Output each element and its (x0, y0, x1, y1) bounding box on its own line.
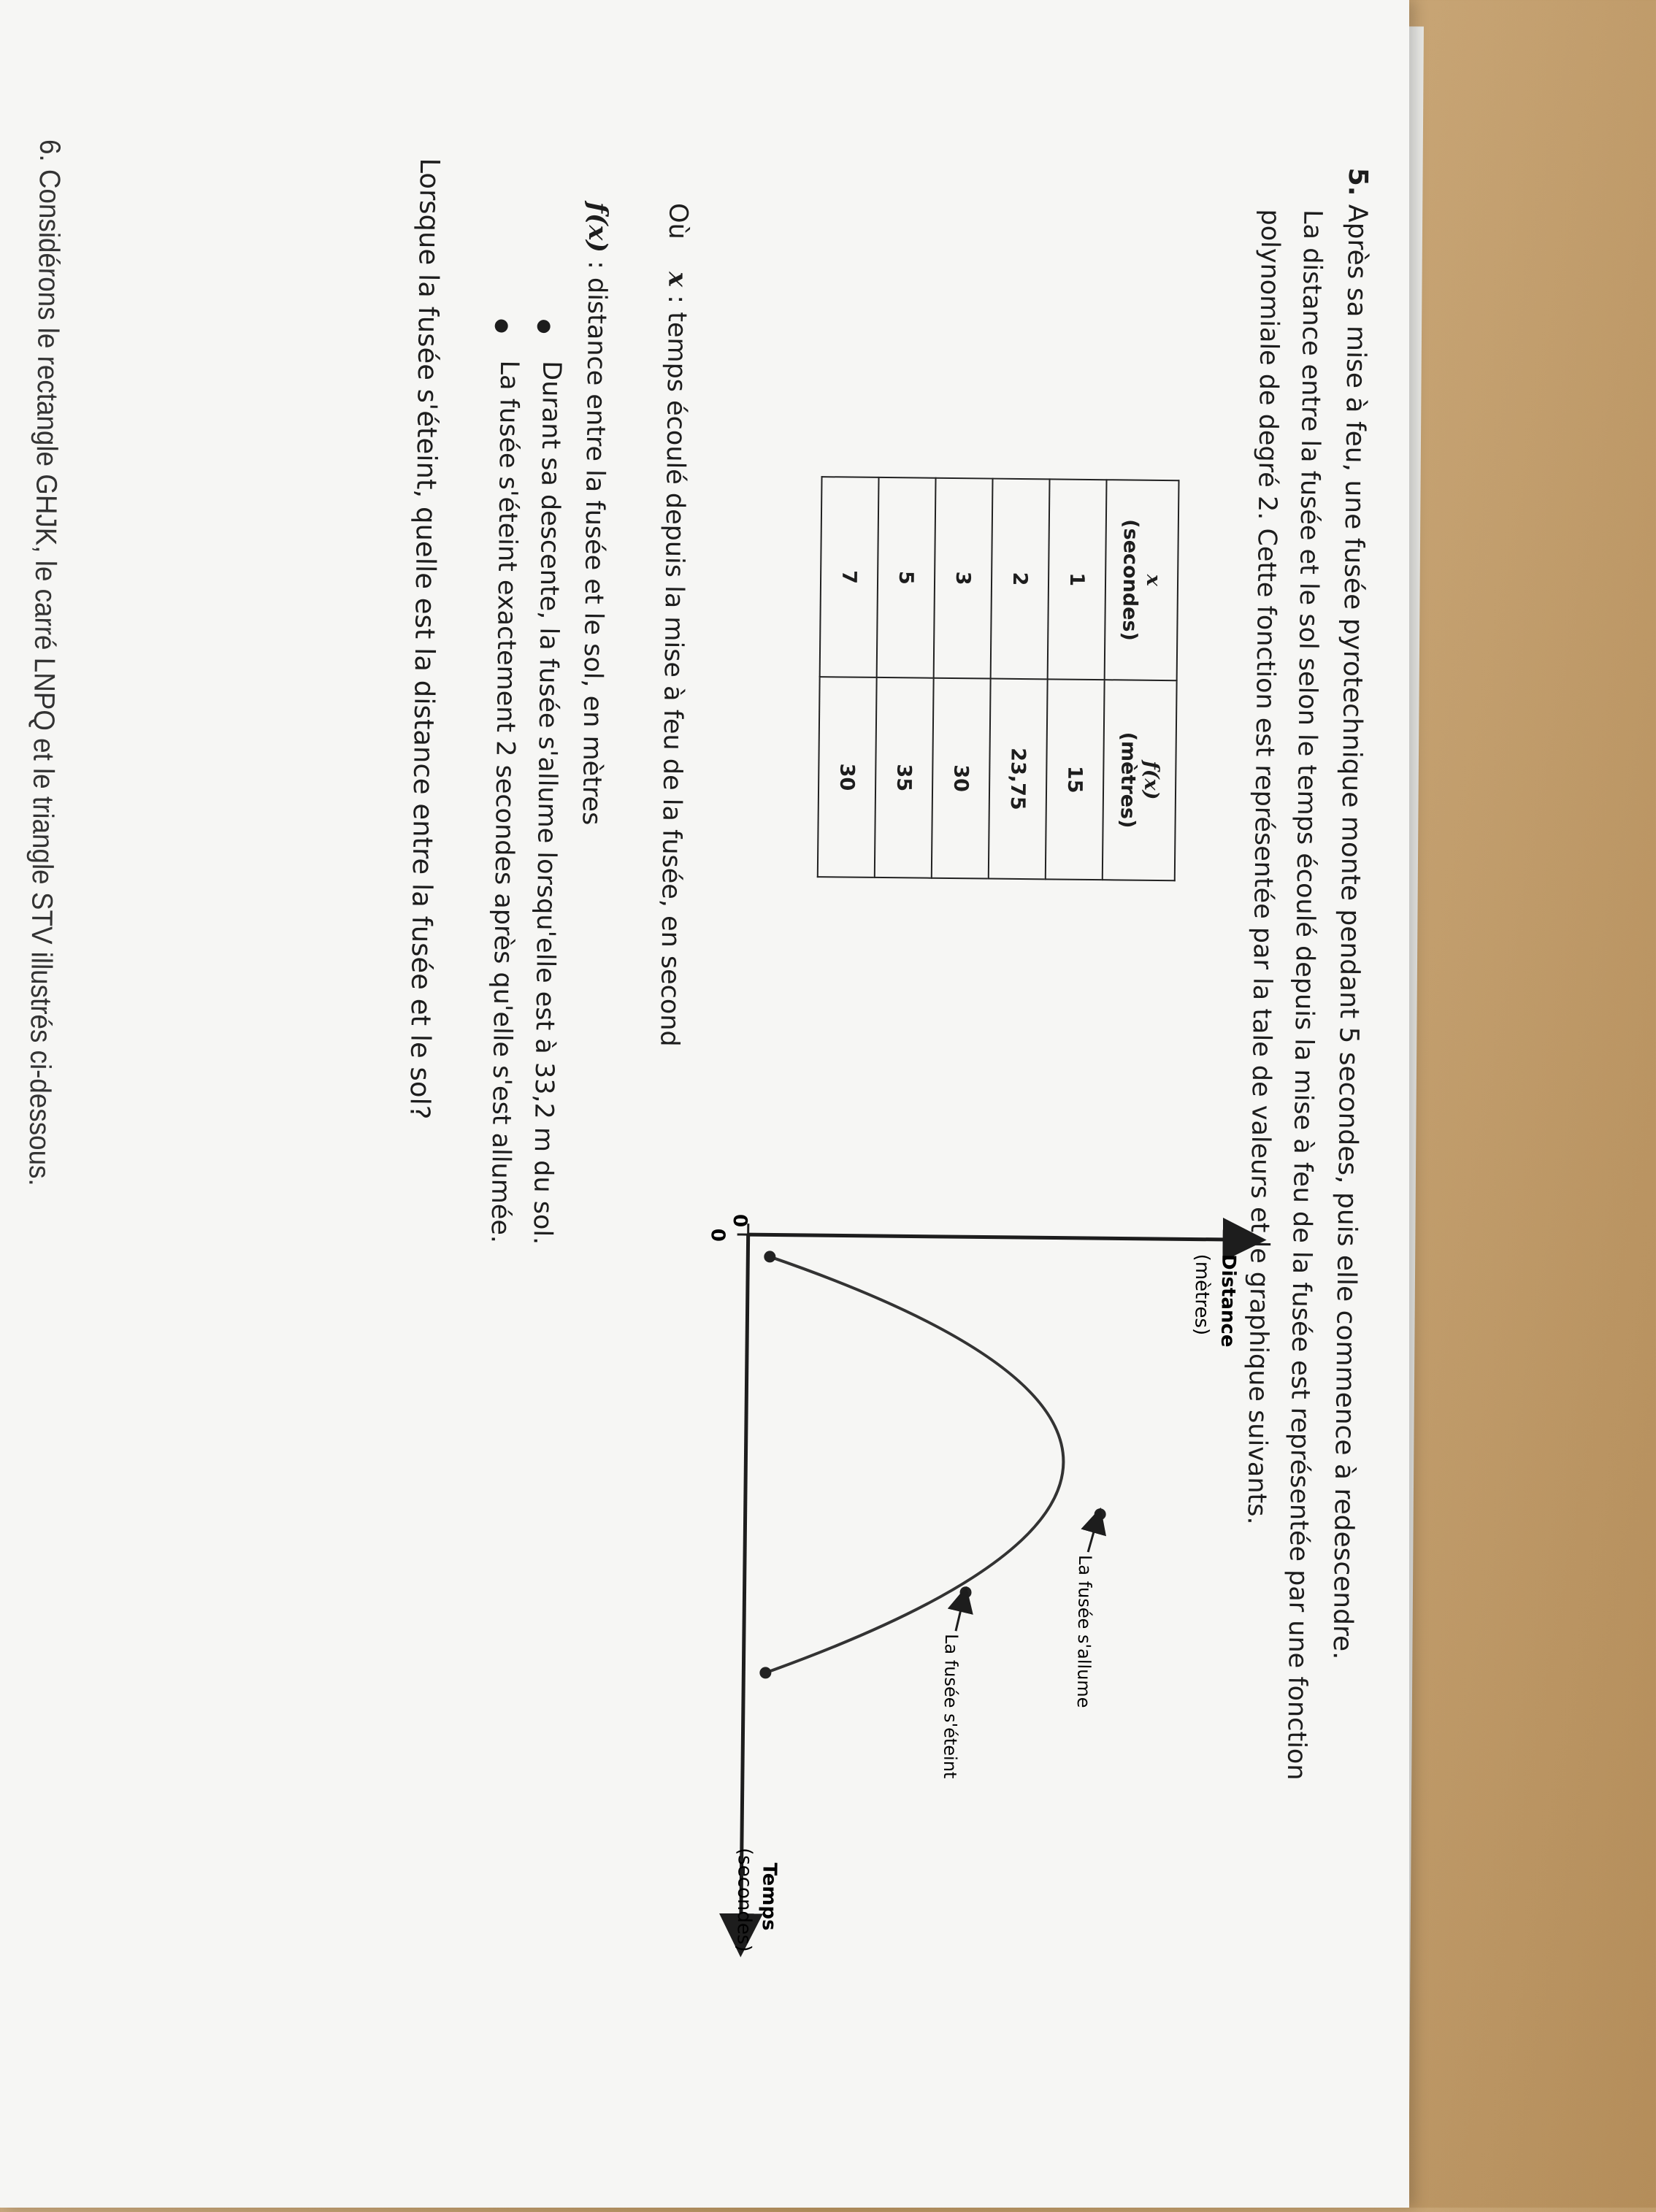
table-cell-f: 30 (932, 678, 991, 879)
ignition-arrow (1088, 1520, 1097, 1552)
table-cell-f: 30 (818, 677, 877, 877)
problem-intro-text: Après sa mise à feu, une fusée pyrotechnique monte pendant 5 secondes, puis elle commence à redescendre. (1327, 204, 1373, 1660)
y-axis-label: Distance (1216, 1254, 1239, 1348)
ignition-point (1095, 1508, 1106, 1520)
table-cell-x: 5 (877, 477, 936, 678)
rocket-graph (653, 1205, 1274, 1970)
extinction-point (959, 1586, 971, 1598)
extinction-arrow (956, 1599, 963, 1631)
table-cell-x: 2 (991, 479, 1050, 680)
extinction-annotation: La fusée s'éteint (940, 1634, 962, 1779)
problem-number: 5. (1343, 168, 1373, 196)
bullet-dot (537, 320, 551, 333)
bullet-dot (495, 319, 508, 332)
end-point (759, 1667, 771, 1678)
table-row (932, 478, 993, 879)
problem-paragraph-line1: La distance entre la fusée et le sol selon le temps écoulé depuis la mise à feu de la fusée est représentée par une fonction (1281, 210, 1327, 1781)
table-header-f: f(x) (mètres) (1103, 680, 1177, 880)
table-cell-f: 35 (875, 677, 934, 878)
table-header-x: x (secondes) (1105, 480, 1179, 680)
origin-y-label: 0 (729, 1214, 751, 1227)
table-row (818, 477, 879, 877)
problem-intro (1327, 168, 1373, 1660)
y-axis-unit: (mètres) (1190, 1253, 1213, 1335)
table-row (1046, 479, 1107, 880)
table-row (875, 477, 936, 878)
ignition-annotation: La fusée s'allume (1073, 1555, 1095, 1708)
table-cell-f: 15 (1046, 679, 1105, 880)
worksheet-content (23, 154, 1373, 2212)
origin-x-label: 0 (707, 1229, 729, 1242)
x-axis-label: Temps (758, 1862, 781, 1930)
table-cell-x: 7 (820, 477, 879, 677)
bullet-item: Durant sa descente, la fusée s'allume lorsqu'elle est à 33,2 m du sol. (527, 361, 566, 1245)
y-axis (748, 1234, 1245, 1240)
start-point (764, 1251, 775, 1262)
table-cell-f: 23,75 (989, 679, 1048, 880)
question: Lorsque la fusée s'éteint, quelle est la distance entre la fusée et le sol? (404, 158, 445, 1119)
table-cell-x: 3 (934, 478, 993, 679)
x-axis-unit: (secondes) (732, 1848, 755, 1952)
table-header-row (1103, 480, 1179, 880)
definition-f: f(x) : distance entre la fusée et le sol, en mètres (577, 202, 613, 826)
bullet-item: La fusée s'éteint exactement 2 secondes après qu'elle s'est allumée. (486, 360, 524, 1243)
next-problem-text: 6. Considérons le rectangle GHJK, le carré LNPQ et le triangle STV illustrés ci-dessous. (22, 139, 66, 1186)
table-row (989, 479, 1050, 880)
x-axis (741, 1234, 748, 1935)
parabola-curve (765, 1256, 1065, 1675)
problem-paragraph-line2: polynomiale de degré 2. Cette fonction est représentée par la tale de valeurs et le graphique suivants. (1242, 209, 1285, 1525)
definition-x: Où x : temps écoulé depuis la mise à feu de la fusée, en second (654, 203, 693, 1047)
table-cell-x: 1 (1048, 479, 1107, 680)
value-table (817, 476, 1180, 881)
